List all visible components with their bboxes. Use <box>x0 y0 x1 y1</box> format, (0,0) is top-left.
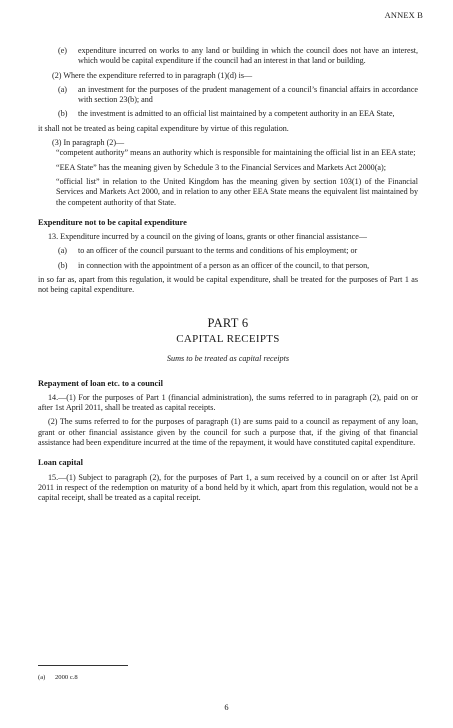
regulation-14-1: 14.—(1) For the purposes of Part 1 (financial administration), the sums referred to in paragraph (2), paid on or after 1st April 2011, shall be treated as capital receipts. <box>38 392 418 413</box>
list-item-a <box>58 85 418 106</box>
definition-competent-authority: “competent authority” means an authority which is responsible for maintaining the official list in an EEA state; <box>56 148 416 158</box>
item-label: (b) <box>58 109 68 119</box>
footnote-text: 2000 c.8 <box>55 674 78 681</box>
regulation-15-1: 15.—(1) Subject to paragraph (2), for the purposes of Part 1, a sum received by a council on or after 1st April 2011 in respect of the redemption on maturity of a bond held by it which, apart from this regulation, would not be a capital receipt, shall be treated as a capital receipt. <box>38 472 418 503</box>
item-label: (a) <box>58 84 67 94</box>
annex-header: ANNEX B <box>384 11 423 20</box>
regulation-14-2: (2) The sums referred to for the purposes of paragraph (1) are sums paid to a council as repayment of any loan, grant or other financial assistance given by the council for such a purpose that, if the giving of that financial assistance had been expenditure incurred at the time of the repayment, it would have constituted capital expenditure. <box>38 417 418 448</box>
item-label: (b) <box>58 260 68 270</box>
paragraph-tail: in so far as, apart from this regulation, it would be capital expenditure, shall be treated for the purposes of Part 1 as not being capital expenditure. <box>38 275 418 295</box>
item-text: the investment is admitted to an official list maintained by a competent authority in an EEA State, <box>78 109 395 119</box>
regulation-13: 13. Expenditure incurred by a council on the giving of loans, grants or other financial assistance— <box>48 232 367 242</box>
list-item-e <box>58 46 418 67</box>
document-body <box>38 46 418 504</box>
definition-eea-state: “EEA State” has the meaning given by Schedule 3 to the Financial Services and Markets Act 2000(a); <box>56 162 386 172</box>
item-text: an investment for the purposes of the prudent management of a council’s financial affairs in accordance with section 23(b); and <box>78 84 418 105</box>
part-title: PART 6 <box>207 315 249 330</box>
footnote-label: (a) <box>38 674 46 681</box>
item-label: (a) <box>58 246 67 256</box>
footnote-divider <box>38 665 128 666</box>
item-label: (e) <box>58 46 67 55</box>
page-number: 6 <box>224 703 229 712</box>
part-italic-heading: Sums to be treated as capital receipts <box>166 354 290 364</box>
footnote <box>38 673 78 683</box>
definition-official-list: “official list” in relation to the United Kingdom has the meaning given by section 103(1) of the Financial Services and Markets Act 2000, and in relation to any other EEA State means the equivalent list maintained by the competent authority of that State. <box>56 176 418 207</box>
paragraph-3: (3) In paragraph (2)— <box>52 138 125 148</box>
list-item-b <box>58 261 418 271</box>
list-item-a <box>58 246 418 256</box>
part-subtitle: CAPITAL RECEIPTS <box>176 332 280 345</box>
item-text: expenditure incurred on works to any land or building in which the council does not have an interest, which would be capital expenditure if the council had an interest in that land or building. <box>78 46 418 66</box>
section-heading: Repayment of loan etc. to a council <box>38 378 163 388</box>
section-heading: Loan capital <box>38 458 83 468</box>
section-heading: Expenditure not to be capital expenditure <box>38 217 187 227</box>
item-text: to an officer of the council pursuant to the terms and conditions of his employment; or <box>78 246 358 256</box>
list-item-b <box>58 109 418 119</box>
paragraph-tail: it shall not be treated as being capital expenditure by virtue of this regulation. <box>38 123 289 133</box>
item-text: in connection with the appointment of a person as an officer of the council, to that person, <box>78 260 370 270</box>
paragraph-2: (2) Where the expenditure referred to in paragraph (1)(d) is— <box>52 70 253 80</box>
